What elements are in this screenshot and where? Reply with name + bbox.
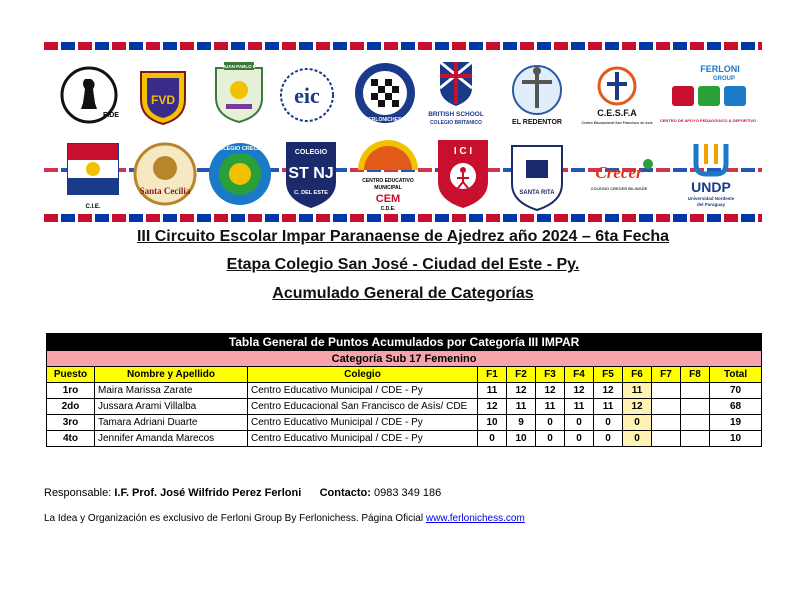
col-header-colegio: Colegio <box>248 367 478 383</box>
table-row <box>47 383 762 399</box>
cell-colegio: Centro Educativo Municipal / CDE - Py <box>248 415 478 431</box>
cell-nombre: Tamara Adriani Duarte <box>95 415 248 431</box>
table-row <box>47 399 762 415</box>
cell-f1: 10 <box>478 415 507 431</box>
ferlonichess-club-logo <box>354 62 416 124</box>
cell-f6: 0 <box>623 431 652 447</box>
cell-colegio: Centro Educacional San Francisco de Asís/ CDE <box>248 399 478 415</box>
svg-text:COLEGIO CRECER BILINGÜE: COLEGIO CRECER BILINGÜE <box>590 186 648 191</box>
svg-text:COLEGIO CRECER: COLEGIO CRECER <box>214 146 266 152</box>
svg-text:I C I: I C I <box>453 146 473 157</box>
col-header-f6: F6 <box>623 367 652 383</box>
el-redentor-logo <box>504 58 570 130</box>
cem-logo <box>350 134 426 214</box>
cell-nombre: Jennifer Amanda Marecos <box>95 431 248 447</box>
crecer-logo <box>580 142 658 204</box>
cie-logo <box>58 138 128 214</box>
contact-phone: 0983 349 186 <box>370 487 442 499</box>
cell-total: 70 <box>710 383 762 399</box>
colegio-crecer-logo <box>206 138 274 210</box>
idea-text: La Idea y Organización es exclusivo de Ferloni Group By Ferlonichess. Página Oficial <box>44 513 426 524</box>
cell-f3: 0 <box>536 431 565 447</box>
santa-rita-logo <box>504 136 570 214</box>
col-header-f4: F4 <box>565 367 594 383</box>
eic-logo <box>276 64 338 126</box>
ferloni-group-logo <box>659 60 757 128</box>
col-header-f2: F2 <box>507 367 536 383</box>
cell-f2: 12 <box>507 383 536 399</box>
svg-text:JUAN PABLO II: JUAN PABLO II <box>222 64 256 69</box>
ici-logo <box>432 136 494 212</box>
responsable-name: I.F. Prof. José Wilfrido Perez Ferloni <box>114 487 302 499</box>
cell-f8 <box>681 431 710 447</box>
cell-f7 <box>652 431 681 447</box>
svg-text:GROUP: GROUP <box>712 76 736 82</box>
svg-text:FERLONI: FERLONI <box>700 64 740 74</box>
svg-text:SANTA RITA: SANTA RITA <box>519 190 555 196</box>
svg-text:ST NJ: ST NJ <box>288 165 334 182</box>
organization-note <box>44 513 525 524</box>
cell-puesto: 2do <box>47 399 95 415</box>
svg-text:BRITISH SCHOOL: BRITISH SCHOOL <box>428 111 484 118</box>
col-header-f1: F1 <box>478 367 507 383</box>
cell-f8 <box>681 415 710 431</box>
contact-label: Contacto: <box>319 487 371 499</box>
cell-f5: 0 <box>594 415 623 431</box>
svg-text:COLEGIO BRITANICO: COLEGIO BRITANICO <box>430 120 482 126</box>
cell-f4: 11 <box>565 399 594 415</box>
svg-text:FERLONICHESS: FERLONICHESS <box>365 117 405 123</box>
svg-text:Universidad Nordeste: Universidad Nordeste <box>687 196 735 201</box>
cell-f2: 9 <box>507 415 536 431</box>
colegio-juan-pablo-ii-logo <box>208 60 270 122</box>
cell-f5: 11 <box>594 399 623 415</box>
svg-text:EL REDENTOR: EL REDENTOR <box>512 119 562 126</box>
cell-f1: 12 <box>478 399 507 415</box>
col-header-f8: F8 <box>681 367 710 383</box>
col-header-total: Total <box>710 367 762 383</box>
cell-total: 68 <box>710 399 762 415</box>
santa-cecilia-logo <box>132 138 198 210</box>
category-title: Categoría Sub 17 Femenino <box>47 351 762 367</box>
accumulated-heading: Acumulado General de Categorías <box>272 285 534 302</box>
cell-f6: 0 <box>623 415 652 431</box>
sponsor-banner <box>44 42 762 222</box>
undp-logo <box>670 138 752 212</box>
svg-text:C.I.E.: C.I.E. <box>85 204 101 210</box>
col-header-f7: F7 <box>652 367 681 383</box>
cell-f5: 12 <box>594 383 623 399</box>
cell-nombre: Jussara Arami Villalba <box>95 399 248 415</box>
col-header-f5: F5 <box>594 367 623 383</box>
svg-text:Centro Educacional San Francis: Centro Educacional San Francisco de Asís <box>581 121 653 125</box>
svg-text:MUNICIPAL: MUNICIPAL <box>374 185 402 191</box>
col-header-puesto: Puesto <box>47 367 95 383</box>
cell-f6: 12 <box>623 399 652 415</box>
cell-f7 <box>652 399 681 415</box>
cell-f2: 10 <box>507 431 536 447</box>
stage-subtitle: Etapa Colegio San José - Ciudad del Este - Py. <box>226 256 580 273</box>
cell-f1: 11 <box>478 383 507 399</box>
st-nj-logo <box>280 138 342 210</box>
svg-text:C.E.S.F.A: C.E.S.F.A <box>597 108 637 118</box>
cell-f3: 11 <box>536 399 565 415</box>
cell-colegio: Centro Educativo Municipal / CDE - Py <box>248 383 478 399</box>
svg-text:CENTRO EDUCATIVO: CENTRO EDUCATIVO <box>362 178 414 184</box>
table-header-row <box>47 367 762 383</box>
scores-table <box>46 333 762 447</box>
table-row <box>47 415 762 431</box>
svg-text:UNDP: UNDP <box>691 179 731 195</box>
responsible-line <box>44 487 441 499</box>
svg-text:COLEGIO: COLEGIO <box>294 149 328 156</box>
table-title: Tabla General de Puntos Acumulados por Categoría III IMPAR <box>47 334 762 351</box>
svg-text:eic: eic <box>294 83 320 108</box>
cell-colegio: Centro Educativo Municipal / CDE - Py <box>248 431 478 447</box>
cell-f8 <box>681 399 710 415</box>
svg-text:C. DEL ESTE: C. DEL ESTE <box>294 190 328 196</box>
svg-text:Crecer: Crecer <box>595 163 643 182</box>
tournament-title: III Circuito Escolar Impar Paranaense de Ajedrez año 2024 – 6ta Fecha <box>136 228 670 245</box>
british-school-logo <box>420 58 492 130</box>
svg-text:CEM: CEM <box>375 193 401 205</box>
cell-f4: 0 <box>565 431 594 447</box>
col-header-nombre: Nombre y Apellido <box>95 367 248 383</box>
cell-puesto: 3ro <box>47 415 95 431</box>
svg-text:FVD: FVD <box>151 93 175 107</box>
cell-puesto: 4to <box>47 431 95 447</box>
flag-strip-bottom <box>44 214 762 222</box>
cell-f7 <box>652 415 681 431</box>
svg-text:del Paraguay: del Paraguay <box>696 202 726 207</box>
cell-f8 <box>681 383 710 399</box>
svg-text:Santa Cecilia: Santa Cecilia <box>139 186 191 196</box>
fide-logo <box>58 64 120 126</box>
cell-nombre: Maira Marissa Zarate <box>95 383 248 399</box>
cell-f3: 12 <box>536 383 565 399</box>
cell-f2: 11 <box>507 399 536 415</box>
cell-f1: 0 <box>478 431 507 447</box>
table-row <box>47 431 762 447</box>
cell-f7 <box>652 383 681 399</box>
cell-total: 19 <box>710 415 762 431</box>
svg-text:FIDE: FIDE <box>103 112 119 119</box>
cesfa-logo <box>580 62 654 128</box>
website-link[interactable]: www.ferlonichess.com <box>425 513 525 524</box>
flag-strip-top <box>44 42 762 50</box>
col-header-f3: F3 <box>536 367 565 383</box>
svg-text:CENTRO DE APOYO PEDAGÓGICO & D: CENTRO DE APOYO PEDAGÓGICO & DEPORTIVO <box>659 118 757 123</box>
svg-text:C.D.E.: C.D.E. <box>380 206 396 212</box>
cell-total: 10 <box>710 431 762 447</box>
cell-f5: 0 <box>594 431 623 447</box>
cell-f3: 0 <box>536 415 565 431</box>
fvd-logo <box>132 64 194 126</box>
responsable-label: Responsable: <box>44 487 115 499</box>
cell-puesto: 1ro <box>47 383 95 399</box>
cell-f4: 0 <box>565 415 594 431</box>
cell-f4: 12 <box>565 383 594 399</box>
cell-f6: 11 <box>623 383 652 399</box>
